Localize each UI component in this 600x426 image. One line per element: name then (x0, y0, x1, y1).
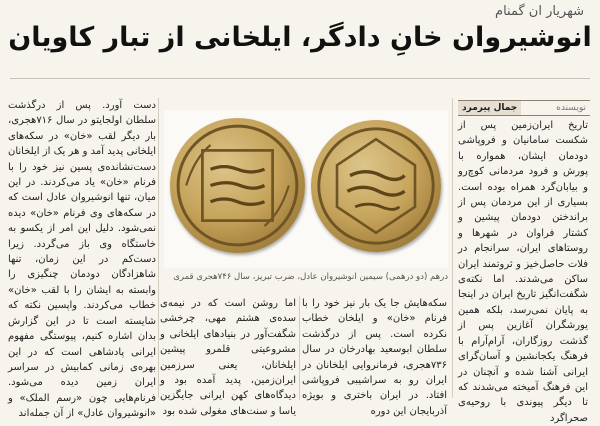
divider-3 (158, 98, 159, 398)
column-mid-left (160, 296, 296, 417)
article-headline: انوشیروان خانِ دادگر، ایلخانی از تبار کاویان (8, 22, 592, 53)
coin-reverse (311, 120, 441, 252)
column-mid-left-text: اما روشن است که در نیمه‌ی سده‌ی هشتم مهی، چرخشی شگفت‌آور در بنیادهای ایلخانی و مشروعیتی قلمرو پیشین ایلخانان، یعنی سرزمین ایران‌زمین، پدید آمده بود و دیدگاه‌های کهن ایرانی جایگزین یاسا و سنت‌های مغولی شده بود (160, 298, 296, 417)
byline (458, 100, 590, 116)
column-right (458, 118, 588, 424)
column-mid-right (302, 296, 447, 417)
byline-author: جمال پیرمرد (458, 101, 521, 115)
column-mid-right-text: سکه‌هایش جا یک بار نیز خود را با فرنام «خان» و ایلخان خطاب نکرده است. پس از درگذشت سلطان ابوسعید بهادرخان در سال ۷۳۶هجری، فرمانروایی ایلخانان در ایران رو به سراشیبی فروپاشی افتاد. در ایران باختری و بویژه آذربایجان این دوره (302, 298, 447, 417)
image-caption: درهم (دو درهمی) سیمین انوشیروان عادل، ضرب تبریز، سال ۷۴۶هجری قمری (173, 272, 448, 282)
headline-rule (10, 78, 590, 79)
coin-obverse (170, 118, 305, 253)
article-kicker: شهریار ان گمنام (495, 4, 584, 19)
coin-reverse-engraving (311, 120, 441, 252)
divider-2 (299, 296, 300, 400)
column-right-text: تاریخ ایران‌زمین پس از شکست سامانیان و فروپاشی دودمان ایشان، همواره با پورش و فرود مردمانی کوچ‌رو و بیابان‌گرد همراه بوده است. بسیاری از این مردمان پس از براندختن دودمان پیشین و کشتار فراوان در شهرها و روستاهای ایران، سرانجام در فلات حاصل‌خیز و ثروتمند ایران ساکن می‌شدند. اما نکته‌ی شگفت‌انگیز تاریخ ایران در اینجا به پایان نمی‌رسد، بلکه همین یورشگران آغازین پس از گذشت روزگاران، آرام‌آرام با فرهنگ یکجانشین و آسان‌گرای ایرانی آشنا شده و آنچنان در این فرهنگ آمیخته می‌شدند که تا دیگر پیوندی با روحیه‌ی صحراگرد (458, 120, 588, 424)
column-left-text: دست آورد. پس از درگذشت سلطان اولجایتو در سال ۷۱۶هجری، بار دیگر لقب «خان» در سکه‌های ایلخانی پدید آمد و هر یک از ایلخانان دست‌نشانده‌ی پسین نیز خود را با فرنام «خان» یاد می‌کردند. در این میان، تنها انوشیروان عادل است که در سکه‌های وی فرنام «خان» دیده نمی‌شود. دلیل این امر از یکسو به خاستگاه وی باز می‌گردد. زیرا دست‌کم در این زمان، تنها شاهزادگان دودمان چنگیزی را وابسته به ایشان را با لقب «خان» خطاب می‌کردند. واپسین نکته که شایسته است تا در این گزارش بدان اشاره کنیم، پیوستگی مفهوم ایرانی پادشاهی است که در این بهره‌ی زمانی کمابیش در سراسر ایران زمین دیده می‌شود. فرنام‌هایی چون «رسم الملک» و «انوشیروان عادل» از آن جمله‌اند (8, 100, 156, 420)
divider-1 (452, 98, 453, 398)
column-left (8, 98, 156, 420)
byline-role: نویسنده (556, 103, 586, 113)
coin-photo (164, 110, 448, 268)
coin-obverse-engraving (170, 118, 305, 253)
